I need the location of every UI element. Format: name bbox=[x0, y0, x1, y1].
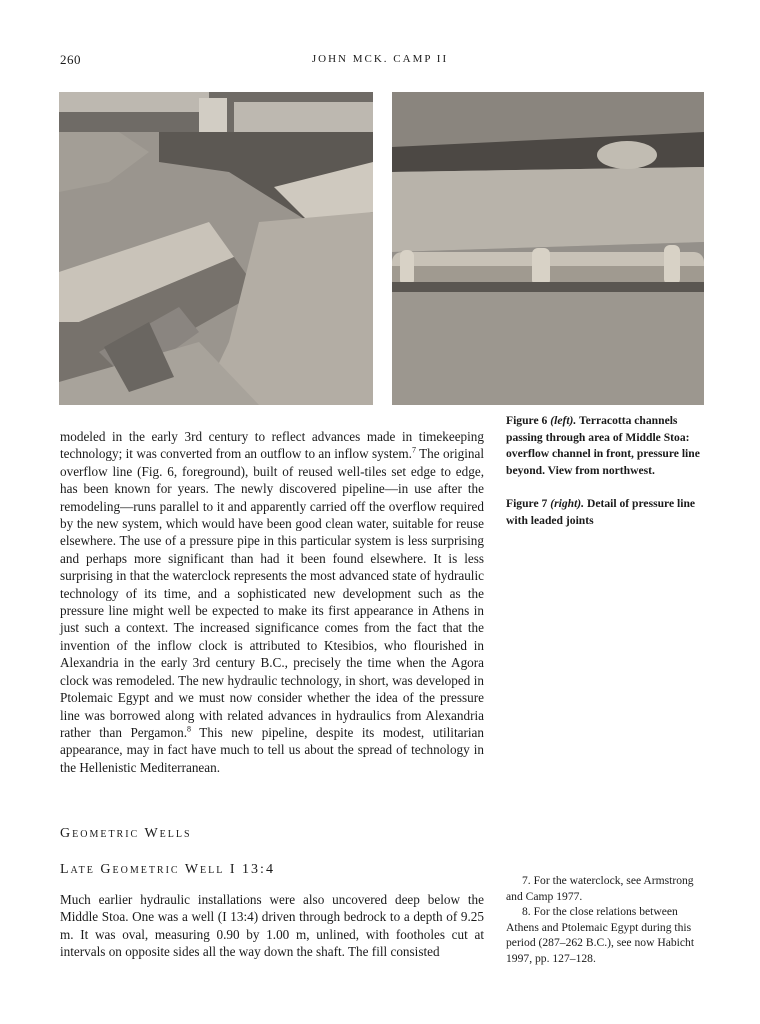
figure-6-text: Terracotta channels passing through area of Middle Stoa: overflow channel in front, pressure line beyond. View from northwest. bbox=[506, 414, 700, 477]
page-number: 260 bbox=[60, 52, 81, 67]
paragraph-1-part-c: This new pipeline, despite its modest, utilitarian appearance, may in fact have much to tell us about the spread of technology in the Hellenistic Mediterranean. bbox=[60, 724, 484, 775]
figure-7-photo bbox=[392, 92, 704, 405]
figure-7-caption bbox=[506, 496, 706, 529]
figure-6-position: (left). bbox=[550, 414, 577, 427]
figure-6-photo bbox=[59, 92, 373, 405]
subsection-heading: Late Geometric Well I 13:4 bbox=[60, 862, 275, 877]
body-paragraph-1 bbox=[60, 428, 484, 776]
figure-6-label: Figure 6 bbox=[506, 414, 548, 427]
running-title: JOHN MCK. CAMP II bbox=[311, 53, 449, 65]
figure-7-label: Figure 7 bbox=[506, 497, 548, 510]
footnote-ref-7: 7 bbox=[411, 446, 416, 456]
paragraph-1-part-b: The original overflow line (Fig. 6, foreground), built of reused well-tiles set edge to edge, has been known for years. The newly discovered pipeline—in use after the remodeling—runs parallel to it and apparently carried off the overflow required by the new system, which would have been good clean water, suitable for reuse elsewhere. The use of a pressure pipe in this particular system is less surprising and perhaps more significant than had it been found elsewhere. It is less surprising in that the waterclock represents the most advanced state of hydraulic technology of its time, and a sophisticated new development such as the pressure line might well be expected to make its first appearance in Athens in just such a context. The increased significance comes from the fact that the invention of the inflow clock is attributed to Ktesibios, who flourished in Alexandria in the early 3rd century B.C., precisely the time when the Agora clock was remodeled. The new hydraulic technology, in short, was developed in Ptolemaic Egypt and we must now consider whether the idea of the pressure line was borrowed along with related advances in hydraulics from Alexandria rather than Pergamon. bbox=[60, 446, 484, 740]
figure-7-position: (right). bbox=[550, 497, 585, 510]
footnotes bbox=[506, 873, 706, 967]
footnote-ref-8: 8 bbox=[187, 724, 191, 734]
footnote-8: 8. For the close relations between Athens and Ptolemaic Egypt during this period (287–262 B.C.), see now Habicht 1997, pp. 127–128. bbox=[506, 905, 695, 965]
body-paragraph-2 bbox=[60, 891, 484, 961]
footnote-7: 7. For the waterclock, see Armstrong and Camp 1977. bbox=[506, 874, 694, 903]
section-heading: Geometric Wells bbox=[60, 826, 192, 841]
figure-7-text: Detail of pressure line with leaded joints bbox=[506, 497, 696, 527]
paragraph-2: Much earlier hydraulic installations were also uncovered deep below the Middle Stoa. One was a well (I 13:4) driven through bedrock to a depth of 9.25 m. It was oval, measuring 0.90 by 1.00 m, unlined, with footholes cut at intervals on opposite sides all the way down the shaft. The fill consisted bbox=[60, 892, 484, 960]
figure-6-caption bbox=[506, 413, 706, 479]
paragraph-1-part-a: modeled in the early 3rd century to reflect advances made in timekeeping technology; it was converted from an outflow to an inflow system. bbox=[60, 429, 484, 462]
